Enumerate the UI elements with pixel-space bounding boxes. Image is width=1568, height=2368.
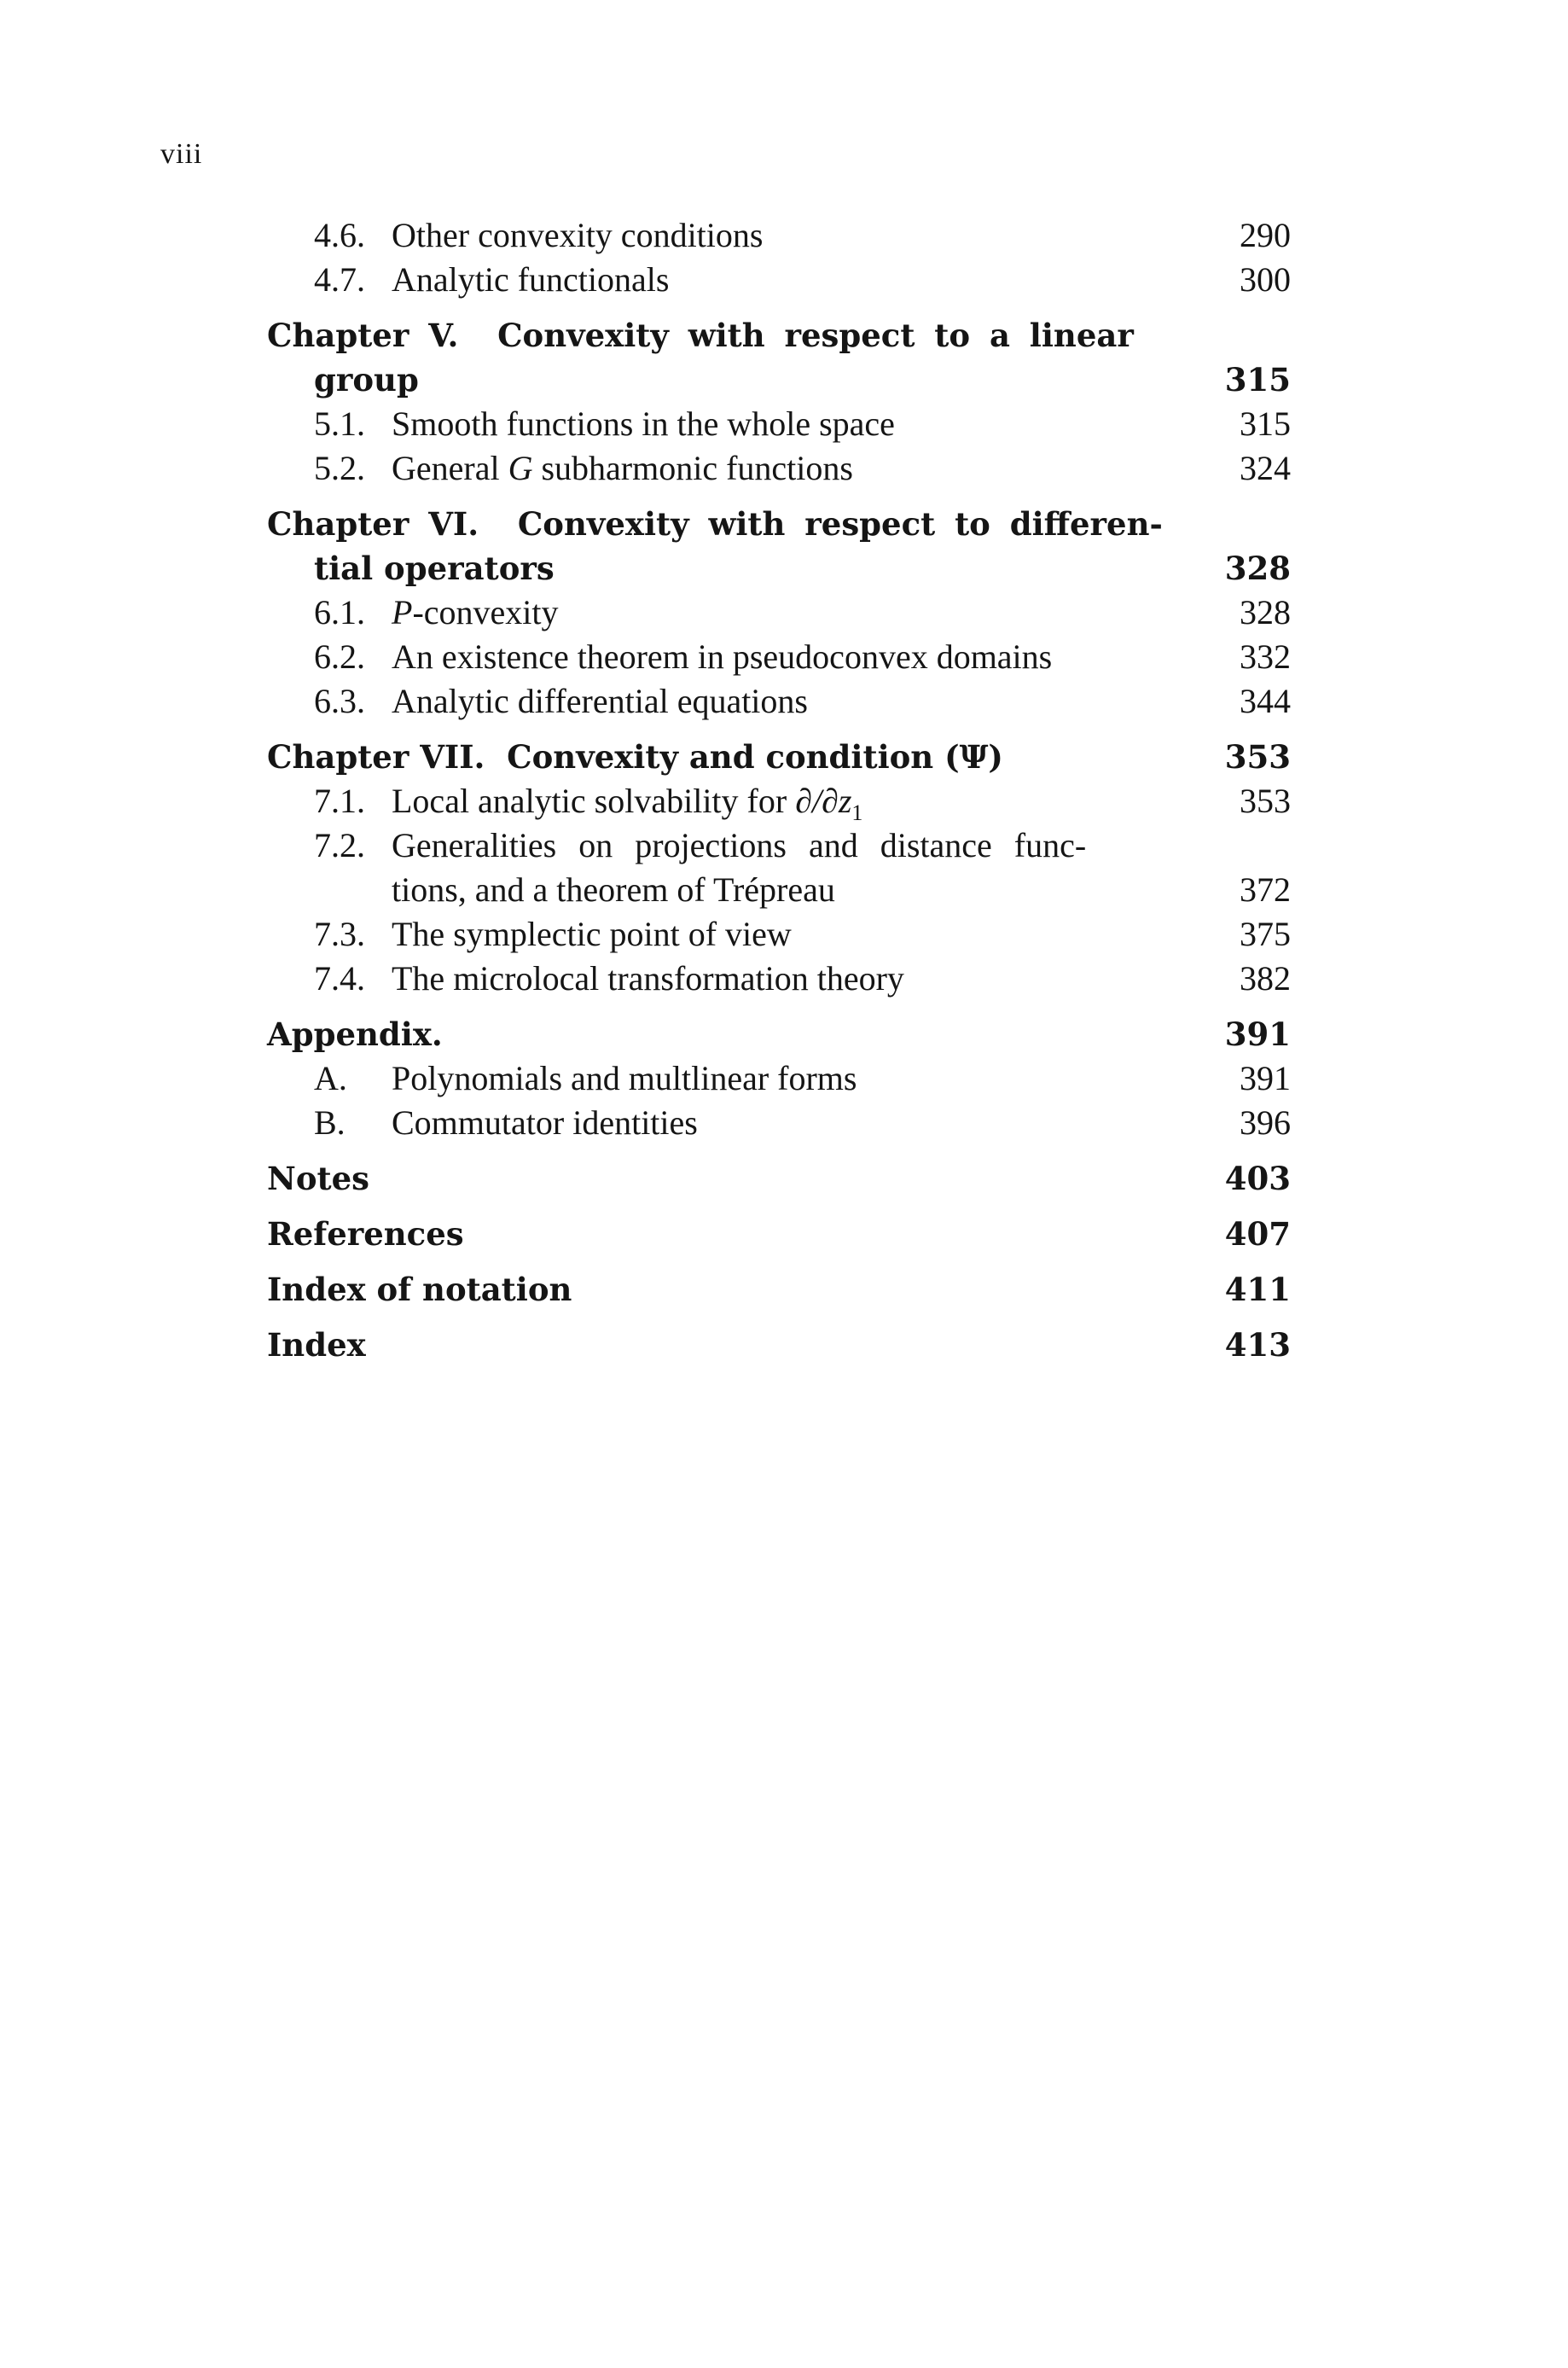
page-ref: 353 (1224, 738, 1291, 776)
toc-entry-6-3[interactable] (267, 679, 1291, 724)
page-ref: 396 (1240, 1103, 1291, 1142)
page-ref: 328 (1224, 550, 1291, 587)
toc-entry-6-1[interactable] (267, 591, 1291, 635)
page-ref: 411 (1224, 1271, 1291, 1308)
page-ref: 328 (1240, 593, 1291, 631)
section-title-continued: tions, and a theorem of Trépreau (392, 870, 835, 909)
section-number: 6.3. (314, 682, 365, 720)
chapter-title: Chapter VII. Convexity and condition (Ψ) (267, 738, 1003, 776)
title-text: -convexity (412, 593, 559, 631)
toc-references[interactable] (267, 1212, 1291, 1256)
section-number: A. (314, 1059, 347, 1097)
section-number: 7.1. (314, 782, 365, 820)
toc-entry-7-4[interactable] (267, 957, 1291, 1001)
toc-chapter-5-line2[interactable] (267, 358, 1291, 402)
page-ref: 382 (1240, 959, 1291, 998)
toc-entry-7-2-line2[interactable] (267, 868, 1291, 912)
section-number: 7.2. (314, 826, 365, 864)
page-ref: 413 (1224, 1326, 1291, 1364)
page-ref: 300 (1240, 260, 1291, 299)
chapter-title: Index (267, 1326, 366, 1364)
toc-chapter-5-line1[interactable] (267, 313, 1291, 358)
toc-entry-7-3[interactable] (267, 912, 1291, 957)
section-title: The symplectic point of view (392, 915, 792, 953)
section-title: Generalities on projections and distance func- (392, 826, 1087, 864)
section-number: B. (314, 1103, 346, 1142)
page-ref: 315 (1224, 361, 1291, 399)
toc-chapter-7[interactable] (267, 735, 1291, 779)
toc-entry-6-2[interactable] (267, 635, 1291, 679)
section-title: Analytic functionals (392, 260, 670, 299)
page-ref: 353 (1240, 782, 1291, 820)
toc-entry-appendix-a[interactable] (267, 1056, 1291, 1101)
title-text: General (392, 449, 508, 487)
section-title: Smooth functions in the whole space (392, 404, 895, 443)
chapter-title: Chapter V. Convexity with respect to a linear (267, 317, 1134, 354)
chapter-title: Appendix. (267, 1015, 443, 1053)
section-title: Analytic differential equations (392, 682, 808, 720)
toc-chapter-6-line2[interactable] (267, 546, 1291, 591)
math-symbol: ∂/∂z (795, 782, 852, 820)
section-title: An existence theorem in pseudoconvex domains (392, 637, 1053, 676)
title-text: Local analytic solvability for (392, 782, 796, 820)
page-ref: 315 (1240, 404, 1291, 443)
page-ref: 372 (1240, 870, 1291, 909)
chapter-title: Chapter VI. Convexity with respect to differen- (267, 505, 1163, 543)
page-ref: 332 (1240, 637, 1291, 676)
section-title: Other convexity conditions (392, 216, 764, 254)
math-symbol: G (508, 449, 533, 487)
page-ref: 391 (1240, 1059, 1291, 1097)
section-number: 6.2. (314, 637, 365, 676)
section-number: 4.6. (314, 216, 365, 254)
toc-chapter-6-line1[interactable] (267, 502, 1291, 546)
chapter-title-continued: group (314, 361, 419, 399)
toc-entry-4-6[interactable] (267, 213, 1291, 258)
section-title (392, 591, 559, 635)
section-number: 6.1. (314, 593, 365, 631)
toc-notes[interactable] (267, 1156, 1291, 1201)
toc-index[interactable] (267, 1323, 1291, 1367)
section-number: 7.3. (314, 915, 365, 953)
page-ref: 375 (1240, 915, 1291, 953)
toc-entry-7-1[interactable] (267, 779, 1291, 823)
toc-index-of-notation[interactable] (267, 1267, 1291, 1312)
section-number: 5.1. (314, 404, 365, 443)
section-title (392, 446, 853, 491)
math-subscript: 1 (851, 800, 863, 825)
page-ref: 407 (1224, 1215, 1291, 1253)
section-number: 7.4. (314, 959, 365, 998)
page-ref: 344 (1240, 682, 1291, 720)
section-title: Commutator identities (392, 1103, 698, 1142)
page-ref: 324 (1240, 449, 1291, 487)
chapter-title: Index of notation (267, 1271, 572, 1308)
math-symbol: P (392, 593, 413, 631)
page-ref: 290 (1240, 216, 1291, 254)
page-ref: 391 (1224, 1015, 1291, 1053)
toc-appendix[interactable] (267, 1012, 1291, 1056)
page-ref: 403 (1224, 1160, 1291, 1197)
section-number: 5.2. (314, 449, 365, 487)
toc-entry-7-2-line1[interactable] (267, 823, 1291, 868)
section-title: The microlocal transformation theory (392, 959, 904, 998)
toc-entry-5-1[interactable] (267, 402, 1291, 446)
toc-entry-appendix-b[interactable] (267, 1101, 1291, 1145)
section-title: Polynomials and multlinear forms (392, 1059, 857, 1097)
chapter-title-continued: tial operators (314, 550, 555, 587)
toc-entry-5-2[interactable] (267, 446, 1291, 491)
page-number: viii (160, 138, 203, 170)
chapter-title: Notes (267, 1160, 369, 1197)
chapter-title: References (267, 1215, 464, 1253)
toc-entry-4-7[interactable] (267, 258, 1291, 302)
title-text: subharmonic functions (532, 449, 853, 487)
table-of-contents (267, 213, 1291, 1367)
section-number: 4.7. (314, 260, 365, 299)
